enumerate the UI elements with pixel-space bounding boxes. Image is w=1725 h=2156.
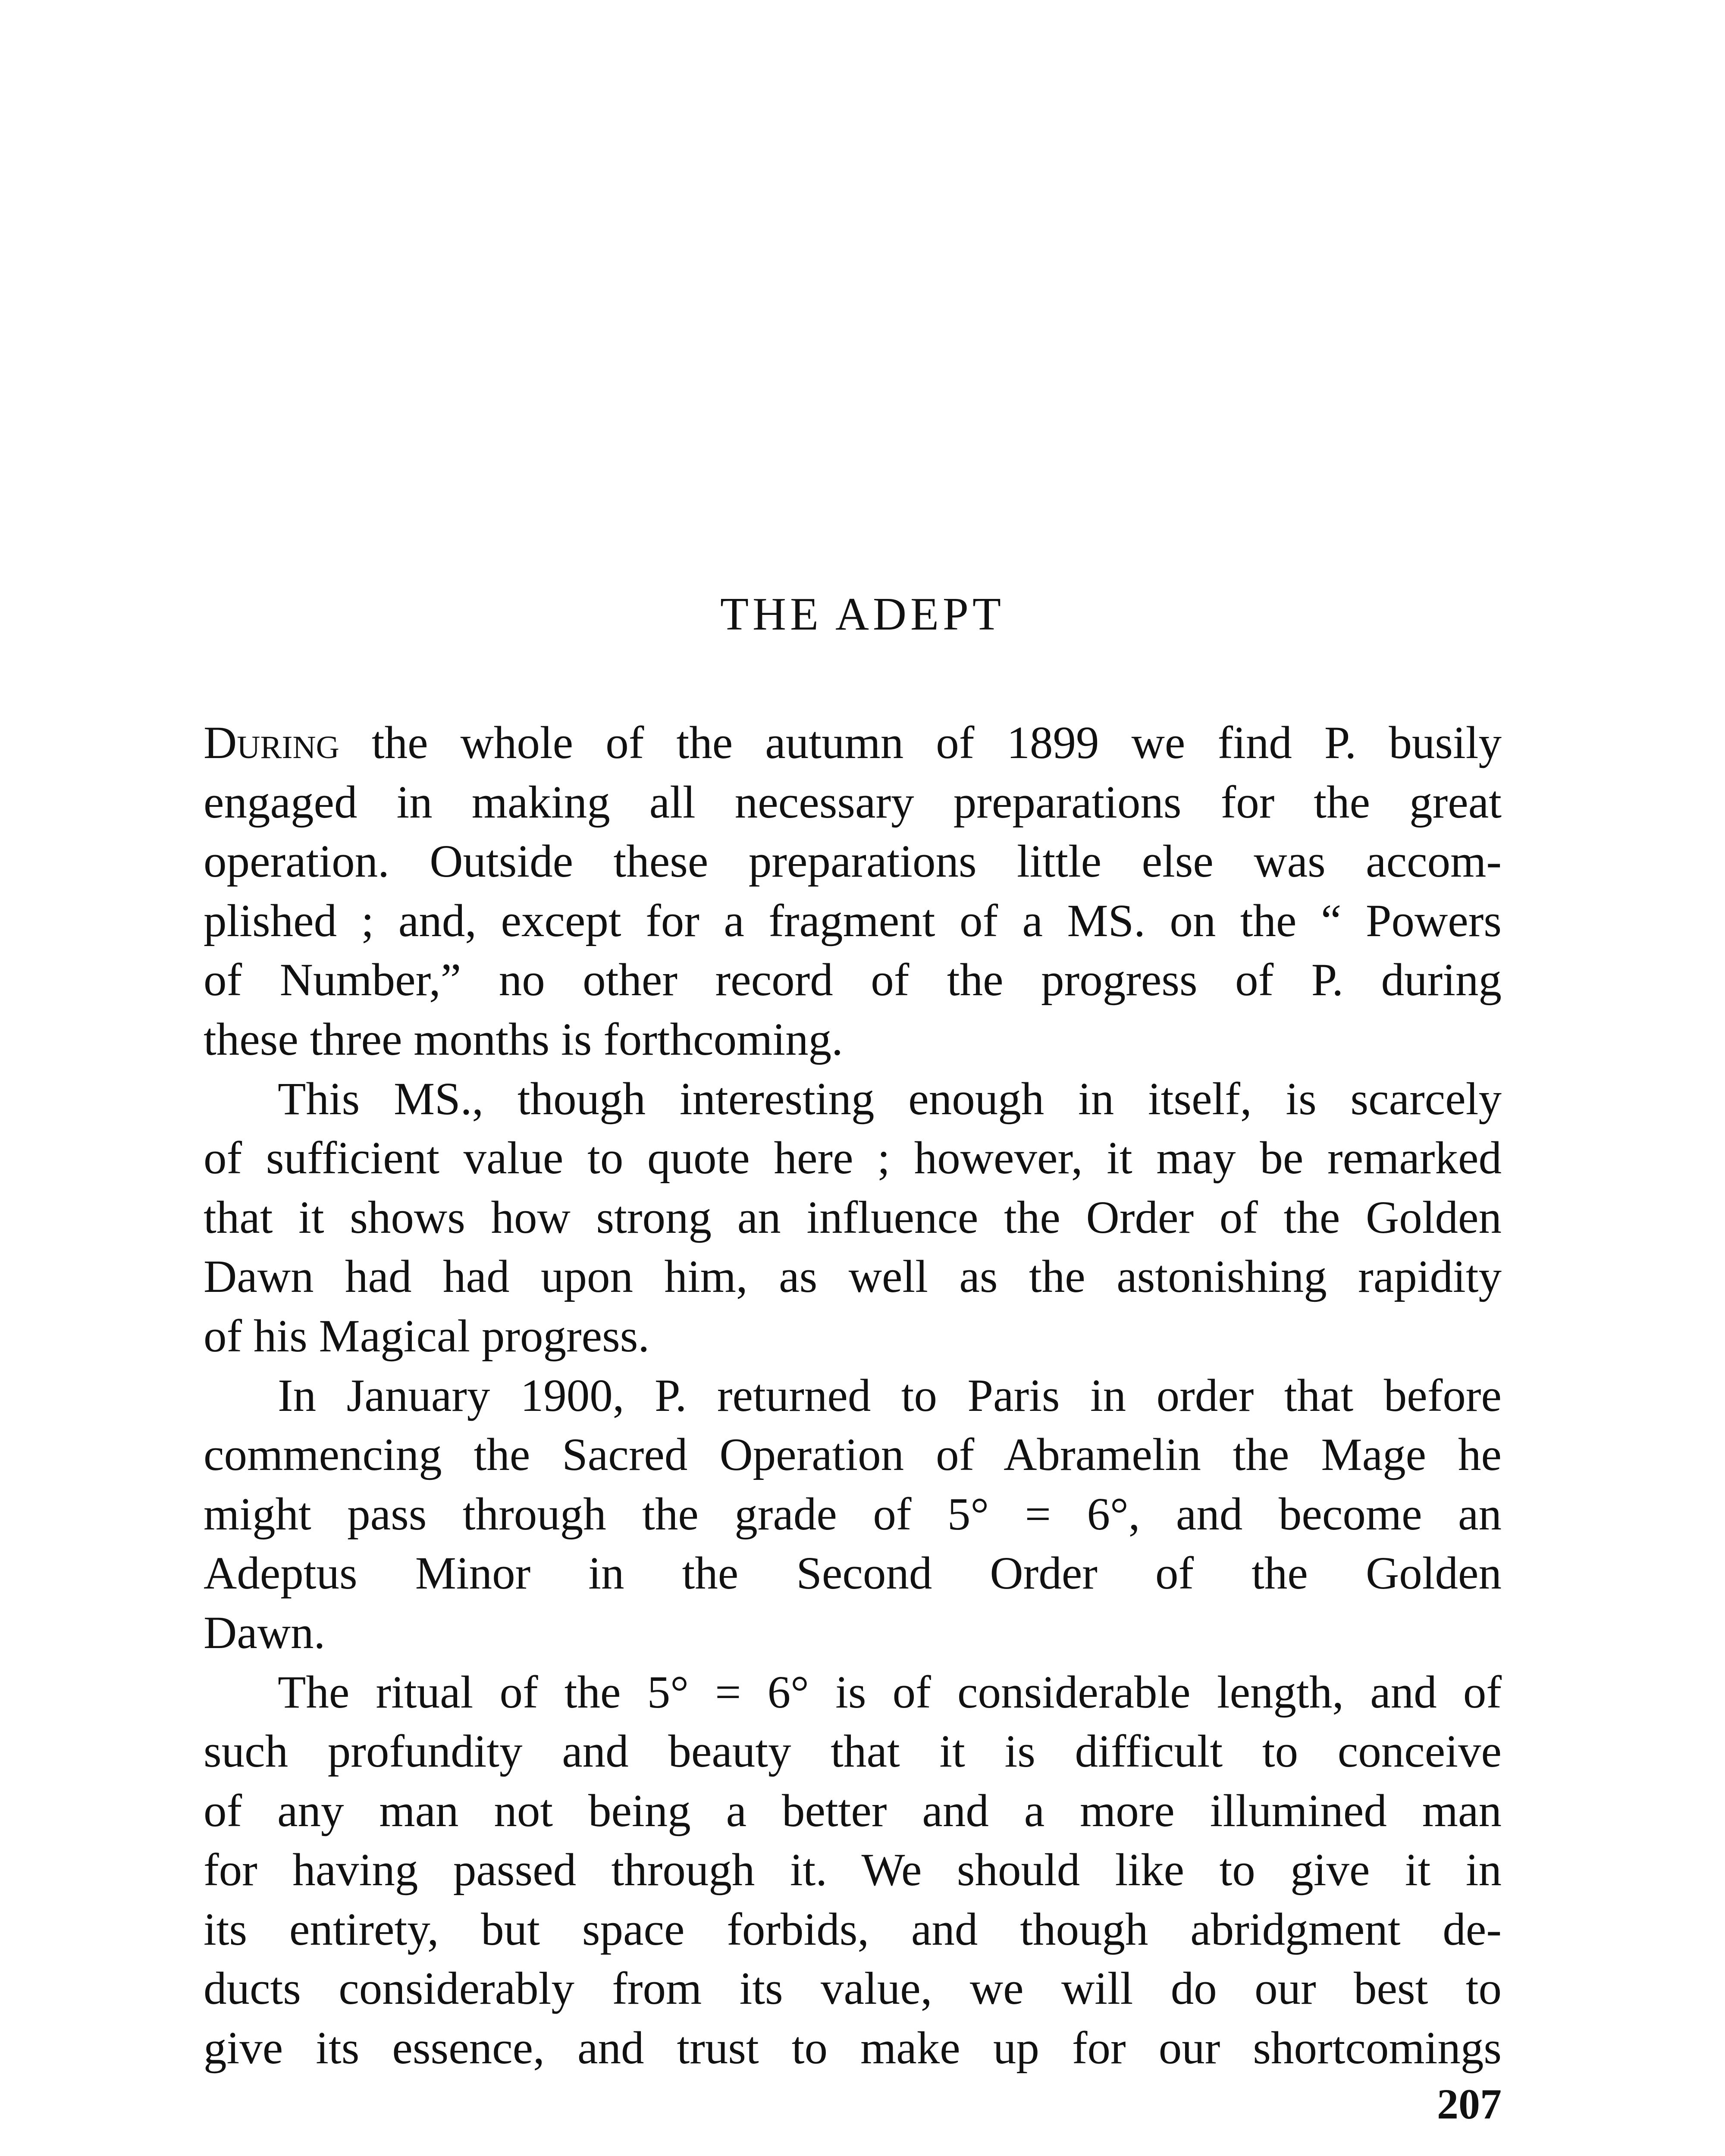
text-line: In January 1900, P. returned to Paris in order that before (278, 1370, 1502, 1421)
text-line: of his Magical progress. (204, 1310, 650, 1362)
text-line: of any man not being a better and a more illumined man (204, 1785, 1502, 1836)
body-text (204, 714, 1502, 2078)
text-line: its entirety, but space forbids, and though abridgment de- (204, 1904, 1502, 1955)
text-line: give its essence, and trust to make up for our shortcomings (204, 2023, 1502, 2074)
text-line: such profundity and beauty that it is difficult to conceive (204, 1726, 1502, 1777)
text-line: Dawn had had upon him, as well as the astonishing rapidity (204, 1251, 1502, 1303)
text-line: of Number,” no other record of the progress of P. during (204, 955, 1502, 1006)
text-line: engaged in making all necessary preparations for the great (204, 777, 1502, 828)
text-line: Adeptus Minor in the Second Order of the Golden (204, 1548, 1502, 1599)
text-line: for having passed through it. We should like to give it in (204, 1845, 1502, 1896)
text-line: of sufficient value to quote here ; however, it may be remarked (204, 1133, 1502, 1184)
text-line: these three months is forthcoming. (204, 1014, 843, 1065)
text-line: operation. Outside these preparations little else was accom- (204, 836, 1502, 887)
text-line: might pass through the grade of 5° = 6°, and become an (204, 1489, 1502, 1540)
text-line: Dawn. (204, 1607, 326, 1658)
text-line: plished ; and, except for a fragment of a MS. on the “ Powers (204, 895, 1502, 946)
page-number: 207 (1437, 2080, 1502, 2128)
text-line: commencing the Sacred Operation of Abramelin the Mage he (204, 1429, 1502, 1481)
chapter-title: THE ADEPT (720, 589, 1005, 640)
text-line: This MS., though interesting enough in itself, is scarcely (278, 1073, 1502, 1125)
text-line: that it shows how strong an influence the Order of the Golden (204, 1192, 1502, 1243)
lead-word-small-caps: During (204, 718, 339, 768)
text-line (204, 714, 1502, 773)
text-line: ducts considerably from its value, we will do our best to (204, 1963, 1502, 2015)
text-line: The ritual of the 5° = 6° is of considerable length, and of (278, 1667, 1502, 1718)
line-text: the whole of the autumn of 1899 we find P. busily (339, 718, 1502, 768)
